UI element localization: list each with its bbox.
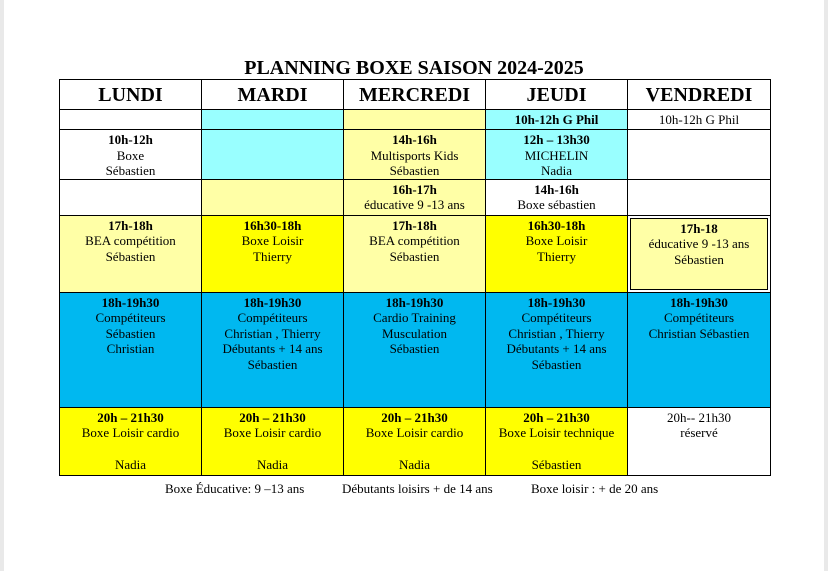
slot-text: 20h-- 21h30 [667, 409, 731, 425]
slot-cell-lundi [60, 215, 202, 292]
slot-time: 18h-19h30 [527, 294, 586, 310]
slot-cell-lundi [60, 130, 202, 180]
slot-content [344, 110, 485, 112]
slot-time: 12h – 13h30 [523, 132, 590, 147]
slot-time: 20h – 21h30 [239, 409, 306, 425]
schedule-row [60, 110, 771, 130]
slot-cell-jeudi [486, 130, 628, 180]
slot-time: 20h – 21h30 [523, 409, 590, 425]
slot-content [486, 130, 627, 179]
day-header-lundi: LUNDI [60, 80, 202, 110]
slot-time: 17h-18h [392, 217, 437, 233]
slot-text: Boxe Loisir [241, 233, 304, 248]
schedule-row [60, 130, 771, 180]
day-header-jeudi: JEUDI [486, 80, 628, 110]
slot-content [60, 216, 201, 265]
day-header-vendredi: VENDREDI [628, 80, 771, 110]
slot-content [60, 293, 201, 357]
slot-cell-vendredi [628, 179, 771, 215]
slot-time: 10h-12h [108, 132, 153, 147]
slot-text: Débutants + 14 ans [222, 341, 323, 356]
slot-content [60, 408, 201, 473]
slot-content [628, 408, 770, 441]
slot-content [486, 216, 627, 265]
slot-content [202, 180, 343, 182]
slot-time: 18h-19h30 [385, 294, 444, 310]
slot-cell-vendredi [628, 110, 771, 130]
slot-text: BEA compétition [85, 233, 176, 248]
slot-content [486, 180, 627, 213]
slot-content [202, 408, 343, 473]
slot-content [628, 180, 770, 182]
slot-cell-mardi [202, 110, 344, 130]
slot-spacer [486, 441, 627, 457]
slot-cell-mardi [202, 179, 344, 215]
slot-content [202, 110, 343, 112]
slot-text: Débutants + 14 ans [506, 341, 607, 356]
slot-text: Sébastien [531, 456, 582, 472]
slot-text: Thierry [537, 248, 576, 264]
slot-time: 14h-16h [392, 132, 437, 147]
slot-spacer [344, 441, 485, 457]
slot-content [631, 219, 767, 268]
slot-cell-lundi [60, 407, 202, 475]
slot-cell-lundi [60, 179, 202, 215]
slot-time: 17h-18h [108, 217, 153, 233]
slot-text: Sébastien [247, 356, 298, 372]
slot-text: Sébastien [389, 341, 440, 356]
slot-text: Boxe [116, 147, 145, 163]
slot-time: 18h-19h30 [101, 294, 160, 310]
slot-spacer [60, 441, 201, 457]
slot-time: 18h-19h30 [670, 294, 728, 310]
slot-cell-mardi [202, 407, 344, 475]
slot-content [344, 216, 485, 265]
slot-text: Nadia [398, 456, 431, 472]
schedule-body [60, 110, 771, 476]
slot-content [202, 216, 343, 265]
slot-content [344, 408, 485, 473]
slot-time: 20h – 21h30 [97, 409, 164, 425]
slot-text: Boxe Loisir cardio [81, 425, 180, 440]
slot-content [202, 130, 343, 132]
slot-content [60, 110, 201, 112]
slot-text: Boxe Loisir [525, 233, 588, 248]
slot-content [486, 110, 627, 128]
legend-educative: Boxe Éducative: 9 –13 ans [165, 481, 305, 496]
day-header-mercredi: MERCREDI [344, 80, 486, 110]
slot-text: Boxe Loisir cardio [365, 425, 464, 440]
slot-text: Christian Sébastien [648, 325, 750, 341]
slot-text: Multisports Kids [370, 147, 459, 163]
slot-content [60, 180, 201, 182]
slot-cell-jeudi [486, 179, 628, 215]
slot-text: éducative 9 -13 ans [364, 197, 465, 212]
slot-cell-lundi [60, 292, 202, 407]
slot-cell-vendredi [628, 292, 771, 407]
slot-cell-mardi [202, 215, 344, 292]
slot-text: Cardio Training [373, 310, 456, 325]
slot-content [486, 408, 627, 473]
legend-loisir: Boxe loisir : + de 20 ans [531, 481, 659, 496]
schedule-row [60, 179, 771, 215]
schedule-row [60, 215, 771, 292]
schedule-row [60, 407, 771, 475]
slot-cell-mardi [202, 292, 344, 407]
day-header-mardi: MARDI [202, 80, 344, 110]
slot-time: 14h-16h [534, 181, 579, 197]
slot-content [202, 293, 343, 373]
slot-text: Compétiteurs [521, 310, 592, 325]
legend-debutants: Débutants loisirs + de 14 ans [342, 481, 493, 496]
schedule-row [60, 292, 771, 407]
slot-text: Sébastien [105, 163, 156, 178]
slot-cell-mercredi [344, 292, 486, 407]
slot-text: éducative 9 -13 ans [648, 236, 750, 251]
slot-content [344, 180, 485, 213]
slot-text: BEA compétition [369, 233, 460, 248]
slot-text: Nadia [540, 163, 573, 178]
slot-content [628, 110, 770, 128]
slot-cell-jeudi [486, 215, 628, 292]
slot-text: MICHELIN [524, 147, 589, 163]
slot-text: Sébastien [105, 325, 156, 341]
slot-text: Sébastien [105, 248, 156, 264]
slot-cell-mardi [202, 130, 344, 180]
day-header-row [60, 80, 771, 110]
slot-text: Boxe Loisir technique [498, 425, 615, 440]
schedule-table [59, 79, 771, 476]
slot-content [60, 130, 201, 179]
slot-text: Compétiteurs [663, 310, 735, 325]
slot-time: 16h30-18h [243, 217, 302, 233]
slot-time: 17h-18 [680, 220, 718, 236]
slot-spacer [202, 441, 343, 457]
slot-text: Boxe sébastien [517, 197, 596, 212]
slot-cell-mercredi [344, 407, 486, 475]
slot-text: Compétiteurs [95, 310, 166, 325]
slot-cell-mercredi [344, 110, 486, 130]
slot-text: Sébastien [389, 163, 440, 178]
slot-time: 18h-19h30 [243, 294, 302, 310]
slot-time: 10h-12h G Phil [514, 112, 599, 127]
slot-content [628, 130, 770, 132]
slot-time: 16h-17h [392, 181, 437, 197]
slot-text: Sébastien [674, 251, 724, 267]
slot-cell-mercredi [344, 179, 486, 215]
slot-text: Christian [106, 341, 155, 356]
slot-text: Nadia [256, 456, 289, 472]
slot-text: Compétiteurs [237, 310, 308, 325]
slot-cell-jeudi [486, 292, 628, 407]
slot-time: 16h30-18h [527, 217, 586, 233]
slot-cell-jeudi [486, 110, 628, 130]
slot-box [630, 218, 768, 290]
slot-cell-jeudi [486, 407, 628, 475]
slot-text: réservé [680, 425, 718, 440]
slot-cell-mercredi [344, 130, 486, 180]
slot-text: Musculation [382, 325, 447, 341]
slot-text: Christian , Thierry [508, 325, 605, 341]
slot-text: Sébastien [531, 356, 582, 372]
slot-text: Christian , Thierry [224, 325, 321, 341]
slot-cell-lundi [60, 110, 202, 130]
slot-text: Sébastien [389, 248, 440, 264]
slot-content [344, 130, 485, 179]
slot-content [344, 293, 485, 357]
page-title: PLANNING BOXE SAISON 2024-2025 [244, 57, 584, 79]
slot-time: 20h – 21h30 [381, 409, 448, 425]
slot-cell-vendredi [628, 407, 771, 475]
slot-text: Boxe Loisir cardio [223, 425, 322, 440]
slot-text: Thierry [253, 248, 292, 264]
slot-text: 10h-12h G Phil [658, 112, 740, 127]
slot-content [486, 293, 627, 373]
slot-text: Nadia [114, 456, 147, 472]
slot-cell-mercredi [344, 215, 486, 292]
slot-cell-vendredi [628, 130, 771, 180]
slot-content [628, 293, 770, 342]
slot-cell-vendredi [628, 215, 771, 292]
